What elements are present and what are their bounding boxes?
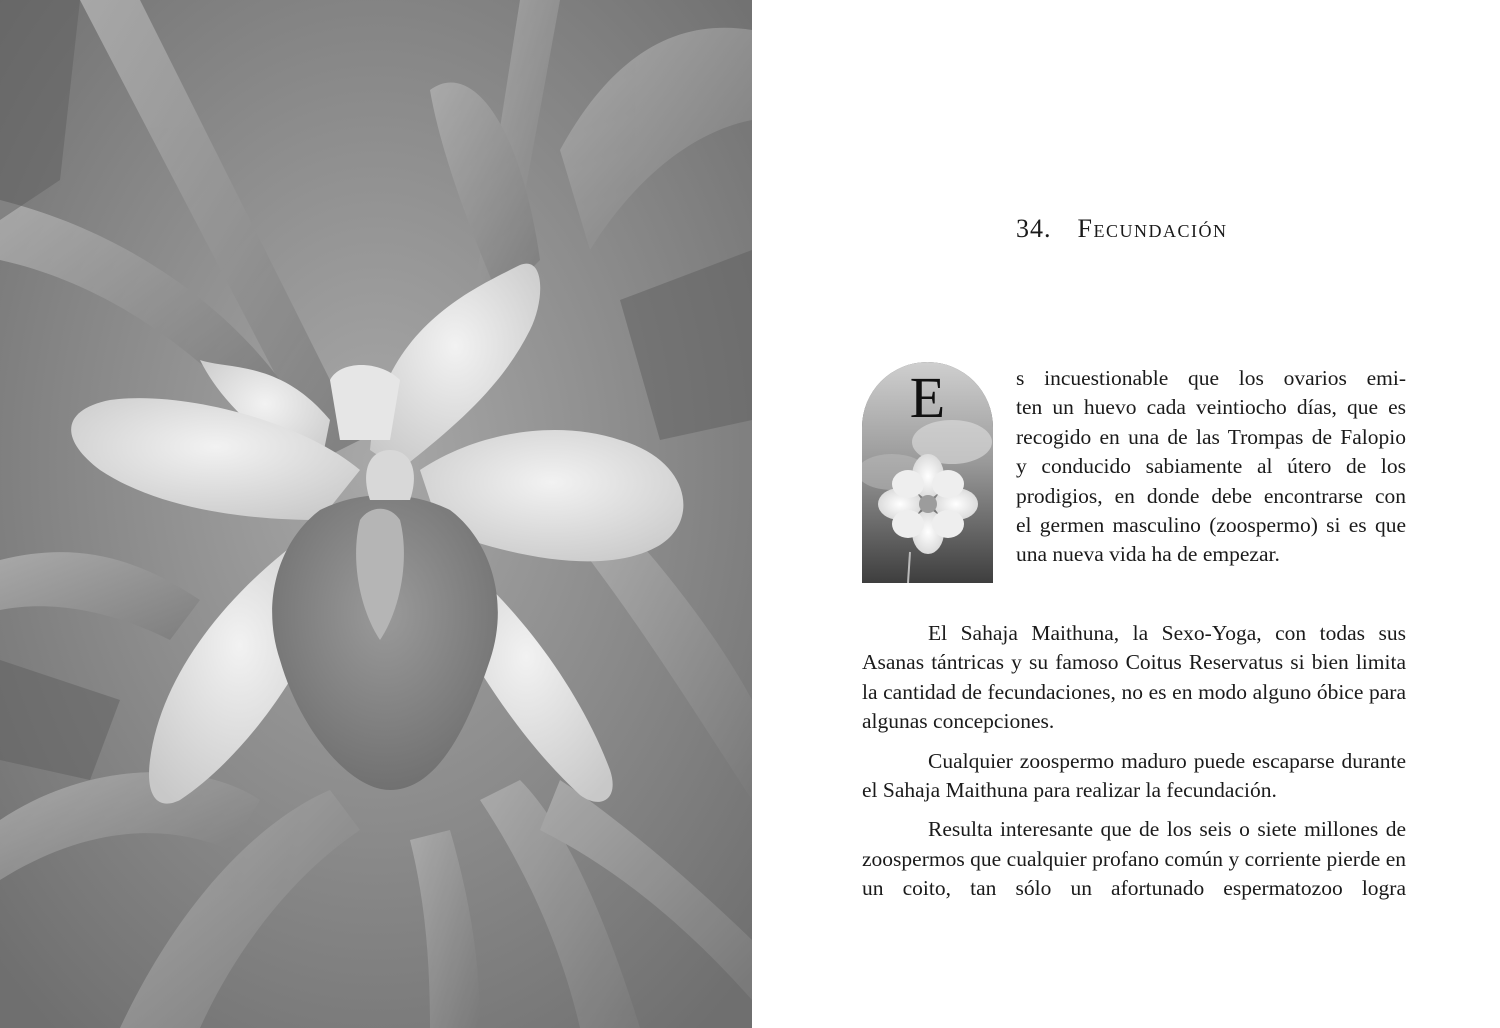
paragraph: El Sahaja Maithuna, la Sexo-Yoga, con todas sus Asanas tántricas y su famoso Coitus Reservatus si bien limita la cantidad de fecundaciones, no es en modo alguno óbice para algunas concepciones.: [862, 621, 1406, 734]
chapter-number: 34.: [1016, 214, 1052, 243]
intro-line: ten un huevo cada veintiocho días, que es: [1016, 395, 1406, 420]
intro-paragraph: [1016, 364, 1406, 570]
intro-line: s incuestionable que los ovarios emi-: [1016, 366, 1406, 390]
dropcap-illustration: [862, 362, 993, 583]
chapter-title: Fecundación: [1077, 214, 1228, 243]
intro-line: recogido en una de las Trompas de Falopio: [1016, 424, 1406, 449]
body-text: [862, 619, 1406, 914]
paragraph: Cualquier zoospermo maduro puede escaparse durante el Sahaja Maithuna para realizar la fecundación.: [862, 748, 1406, 803]
intro-line: una nueva vida ha de empezar.: [1016, 542, 1280, 567]
paragraph: Resulta interesante que de los seis o siete millones de zoospermos que cualquier profano común y corriente pierde en un coito, tan sólo un afortunado espermatozoo logra: [862, 817, 1406, 901]
intro-line: el germen masculino (zoospermo) si es que: [1016, 512, 1406, 537]
chapter-heading: [1016, 214, 1227, 244]
dropcap-letter: E: [909, 365, 946, 430]
intro-line: prodigios, en donde debe encontrarse con: [1016, 483, 1406, 508]
intro-line: y conducido sabiamente al útero de los: [1016, 454, 1406, 479]
